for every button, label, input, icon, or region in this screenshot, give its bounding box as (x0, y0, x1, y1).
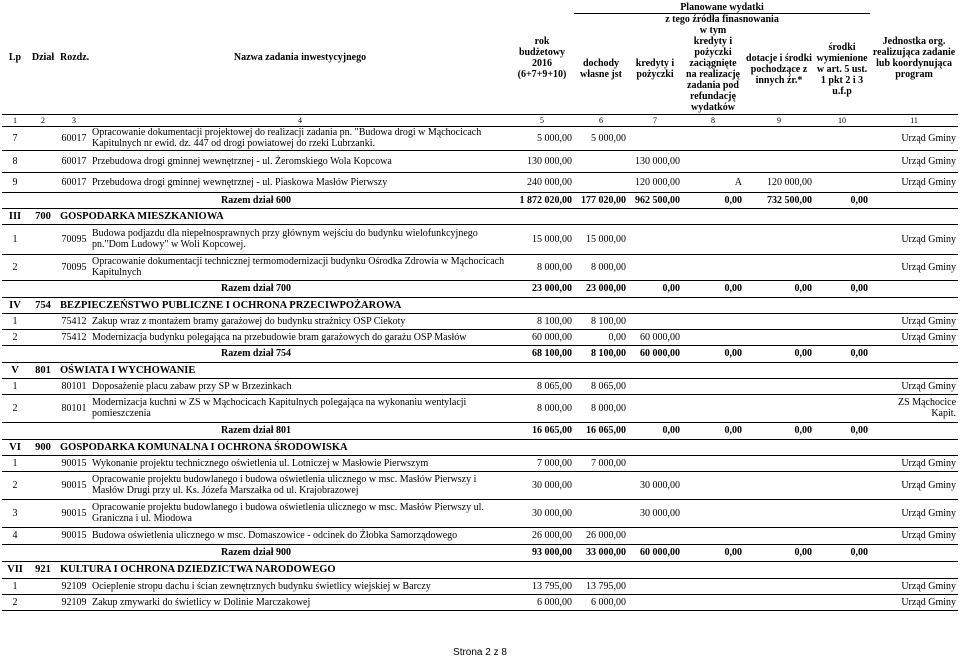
row-kredyty (628, 126, 682, 150)
row-nazwa: Wykonanie projektu technicznego oświetlenia ul. Lotniczej w Masłowie Pierwszym (92, 457, 429, 469)
summary-row (2, 345, 958, 362)
row-jednostka: Urząd Gminy (901, 580, 957, 592)
row-rozdz: 80101 (61, 380, 87, 392)
row-rozdz: 70095 (61, 233, 87, 245)
row-dzial (28, 499, 58, 527)
row-rozdz: 75412 (61, 331, 87, 343)
row-rok: 8 000,00 (537, 261, 572, 273)
header-dzial: Dział (31, 52, 55, 64)
summary-srodki: 0,00 (850, 283, 869, 294)
row-dzial (28, 313, 58, 329)
row-dotacje (744, 150, 814, 172)
column-number-row (2, 114, 958, 126)
summary-kredyty: 60 000,00 (640, 547, 680, 558)
row-nazwa: Opracowanie dokumentacji projektowej do realizacji zadania pn. "Budowa drogi w Mąchocicach Kapitulnych nr ewid. dz. 447 od drogi powiatowej do rzeki Lubrzanki. (92, 127, 482, 149)
row-dotacje (744, 527, 814, 544)
summary-kredyty-zac: 0,00 (724, 547, 742, 558)
row-kredyty (628, 378, 682, 394)
row-kredyty-zac (682, 126, 744, 150)
summary-rok: 1 872 020,00 (519, 194, 572, 206)
page-footer: Strona 2 z 8 (453, 647, 507, 658)
row-lp: 1 (12, 457, 18, 469)
row-kredyty (628, 394, 682, 422)
header-rozdz: Rozdz. (60, 52, 90, 64)
header-w-tym: w tym (699, 25, 727, 36)
row-lp: 2 (12, 596, 18, 608)
row-srodki (814, 578, 870, 594)
row-rozdz: 90015 (61, 479, 87, 491)
row-rozdz: 60017 (61, 155, 87, 167)
row-kredyty-zac (682, 455, 744, 471)
summary-dochody: 8 100,00 (591, 348, 626, 359)
table-row (2, 499, 958, 527)
header-jednostka: Jednostka org. realizująca zadanie lub koordynująca program (872, 35, 956, 80)
header-nazwa: Nazwa zadania inwestycyjnego (233, 52, 367, 64)
row-dzial (28, 455, 58, 471)
summary-dotacje: 0,00 (794, 348, 812, 359)
column-number: 9 (777, 115, 781, 125)
table-row (2, 254, 958, 280)
summary-kredyty-zac: 0,00 (724, 425, 742, 436)
row-srodki (814, 224, 870, 254)
row-dotacje (744, 378, 814, 394)
row-rok: 8 100,00 (537, 315, 572, 327)
row-dochody: 8 000,00 (591, 402, 626, 414)
row-dochody: 7 000,00 (591, 457, 626, 469)
row-jednostka: Urząd Gminy (901, 479, 957, 491)
row-srodki (814, 150, 870, 172)
row-lp: 2 (12, 479, 18, 491)
row-kredyty-zac (682, 471, 744, 499)
row-kredyty-zac (682, 527, 744, 544)
summary-kredyty: 0,00 (662, 283, 680, 294)
row-rozdz: 60017 (61, 132, 87, 144)
header-z-tego: z tego źródła finasnowania (665, 14, 779, 25)
header-dotacje: dotacje i środki pochodzące z innych źr.* (746, 52, 812, 86)
row-nazwa: Zakup zmywarki do świetlicy w Dolinie Marczakowej (92, 596, 311, 608)
row-dotacje (744, 126, 814, 150)
row-dotacje (744, 594, 814, 610)
row-jednostka: Urząd Gminy (901, 331, 957, 343)
table-row (2, 378, 958, 394)
row-srodki (814, 172, 870, 192)
section-lp: VII (7, 564, 23, 575)
column-number: 11 (910, 115, 918, 125)
row-lp: 1 (12, 233, 18, 245)
section-title: OŚWIATA I WYCHOWANIE (60, 364, 196, 376)
table-row (2, 313, 958, 329)
row-srodki (814, 499, 870, 527)
column-number: 7 (653, 115, 657, 125)
row-srodki (814, 378, 870, 394)
header-srodki: środki wymienione w art. 5 ust. 1 pkt 2 i 3 u.f.p (816, 41, 868, 97)
column-number: 2 (41, 115, 45, 125)
row-nazwa: Doposażenie placu zabaw przy SP w Brzezinkach (92, 380, 292, 392)
table-row (2, 394, 958, 422)
row-srodki (814, 254, 870, 280)
investment-table (2, 2, 958, 611)
summary-label: Razem dział 754 (221, 348, 291, 359)
row-nazwa: Budowa podjazdu dla niepełnosprawnych przy głównym wejściu do budynku wielofunkcyjnego pn."Dom Ludowy" w Woli Kopcowej. (92, 228, 478, 250)
row-jednostka: Urząd Gminy (901, 176, 957, 188)
row-jednostka: Urząd Gminy (901, 380, 957, 392)
table-row (2, 224, 958, 254)
row-dotacje (744, 578, 814, 594)
row-rok: 15 000,00 (532, 233, 572, 245)
header-rok: rok budżetowy 2016 (6+7+9+10) (517, 35, 567, 80)
row-rozdz: 70095 (61, 261, 87, 273)
row-dzial (28, 224, 58, 254)
row-rok: 8 065,00 (537, 380, 572, 392)
row-dotacje (744, 224, 814, 254)
section-lp: III (8, 210, 22, 222)
summary-rok: 16 065,00 (532, 425, 572, 436)
row-dotacje (744, 254, 814, 280)
row-dochody (574, 172, 628, 192)
row-rozdz: 90015 (61, 507, 87, 519)
row-kredyty-zac (682, 378, 744, 394)
section-row (2, 208, 958, 224)
row-lp: 8 (12, 155, 18, 167)
row-rok: 130 000,00 (527, 155, 572, 167)
row-jednostka: Urząd Gminy (901, 155, 957, 167)
row-lp: 2 (12, 261, 18, 273)
header-dochody: dochody własne jst (580, 58, 622, 81)
row-kredyty-zac (682, 224, 744, 254)
summary-dochody: 177 020,00 (581, 194, 626, 206)
row-srodki (814, 455, 870, 471)
row-jednostka: Urząd Gminy (901, 315, 957, 327)
summary-rok: 23 000,00 (532, 283, 572, 294)
row-dochody: 26 000,00 (586, 530, 626, 541)
section-title: GOSPODARKA MIESZKANIOWA (60, 210, 224, 222)
row-rozdz: 90015 (61, 530, 87, 541)
row-nazwa: Przebudowa drogi gminnej wewnętrznej - ul. Piaskowa Masłów Pierwszy (92, 176, 388, 188)
row-dzial (28, 378, 58, 394)
section-row (2, 439, 958, 455)
row-kredyty (628, 254, 682, 280)
row-jednostka: Urząd Gminy (901, 233, 957, 245)
section-row (2, 362, 958, 378)
header-kredyty: kredyty i pożyczki (635, 58, 675, 81)
row-lp: 2 (12, 402, 18, 414)
row-kredyty: 130 000,00 (635, 155, 680, 167)
row-jednostka: ZS Mąchocice Kapit. (898, 397, 957, 419)
summary-row (2, 280, 958, 297)
summary-jednostka (870, 192, 958, 208)
summary-row (2, 422, 958, 439)
row-dotacje (744, 329, 814, 345)
row-kredyty-zac: A (734, 176, 742, 188)
summary-label: Razem dział 700 (221, 283, 291, 294)
row-kredyty-zac (682, 254, 744, 280)
section-dzial: 754 (35, 299, 51, 311)
summary-jednostka (870, 544, 958, 561)
row-jednostka: Urząd Gminy (901, 261, 957, 273)
section-lp: VI (9, 441, 21, 453)
row-rok: 240 000,00 (527, 176, 572, 188)
row-dzial (28, 254, 58, 280)
table-row (2, 578, 958, 594)
row-rozdz: 92109 (61, 580, 87, 592)
row-dochody: 8 065,00 (591, 380, 626, 392)
section-title: KULTURA I OCHRONA DZIEDZICTWA NARODOWEGO (60, 564, 336, 575)
row-kredyty (628, 313, 682, 329)
row-dzial (28, 578, 58, 594)
row-dzial (28, 150, 58, 172)
summary-label: Razem dział 801 (221, 425, 291, 436)
row-kredyty (628, 527, 682, 544)
row-dzial (28, 172, 58, 192)
row-nazwa: Opracowanie projektu budowlanego i budowa oświetlenia ulicznego w msc. Masłów Pierwszy i Masłów Drugi przy ul. Ks. Józefa Marszałka od ul. Krajobrazowej (92, 474, 477, 496)
row-dochody (574, 471, 628, 499)
section-lp: V (11, 364, 19, 376)
row-dochody: 0,00 (608, 331, 626, 343)
row-rok: 7 000,00 (537, 457, 572, 469)
row-kredyty: 30 000,00 (640, 479, 680, 491)
row-rozdz: 92109 (61, 596, 87, 608)
row-rok: 30 000,00 (532, 479, 572, 491)
row-dzial (28, 126, 58, 150)
row-kredyty-zac (682, 594, 744, 610)
section-row (2, 561, 958, 578)
summary-dochody: 33 000,00 (586, 547, 626, 558)
summary-kredyty-zac: 0,00 (724, 283, 742, 294)
row-srodki (814, 329, 870, 345)
column-number: 5 (540, 115, 544, 125)
row-kredyty: 120 000,00 (635, 176, 680, 188)
row-dzial (28, 471, 58, 499)
row-dotacje (744, 499, 814, 527)
row-jednostka: Urząd Gminy (901, 457, 957, 469)
column-number: 6 (599, 115, 603, 125)
row-dotacje (744, 455, 814, 471)
row-kredyty-zac (682, 578, 744, 594)
column-number: 3 (72, 115, 76, 125)
row-rok: 8 000,00 (537, 402, 572, 414)
summary-kredyty-zac: 0,00 (724, 348, 742, 359)
row-dochody: 8 100,00 (591, 315, 626, 327)
row-lp: 7 (12, 132, 18, 144)
section-dzial: 900 (35, 441, 51, 453)
row-kredyty-zac (682, 150, 744, 172)
row-nazwa: Zakup wraz z montażem bramy garażowej do budynku strażnicy OSP Ciekoty (92, 315, 406, 327)
table-row (2, 172, 958, 192)
row-dotacje (744, 471, 814, 499)
summary-dotacje: 0,00 (794, 425, 812, 436)
section-row (2, 297, 958, 313)
table-row (2, 455, 958, 471)
row-kredyty: 60 000,00 (640, 331, 680, 343)
row-dochody: 15 000,00 (586, 233, 626, 245)
row-srodki (814, 471, 870, 499)
row-kredyty (628, 224, 682, 254)
row-rozdz: 90015 (61, 457, 87, 469)
row-dzial (28, 527, 58, 544)
row-jednostka: Urząd Gminy (901, 530, 957, 541)
row-rozdz: 60017 (61, 176, 87, 188)
row-kredyty (628, 455, 682, 471)
row-jednostka: Urząd Gminy (901, 507, 957, 519)
row-dochody: 5 000,00 (591, 132, 626, 144)
section-lp: IV (9, 299, 21, 311)
row-rozdz: 80101 (61, 402, 87, 414)
row-nazwa: Budowa oświetlenia ulicznego w msc. Domaszowice - odcinek do Żłobka Samorządowego (92, 530, 458, 541)
column-number: 10 (838, 115, 847, 125)
row-dochody (574, 150, 628, 172)
row-srodki (814, 394, 870, 422)
row-rok: 6 000,00 (537, 596, 572, 608)
summary-jednostka (870, 345, 958, 362)
table-row (2, 329, 958, 345)
row-lp: 4 (12, 530, 18, 541)
summary-rok: 68 100,00 (532, 348, 572, 359)
row-lp: 2 (12, 331, 18, 343)
row-lp: 1 (12, 580, 18, 592)
summary-srodki: 0,00 (850, 425, 869, 436)
row-lp: 1 (12, 315, 18, 327)
summary-row (2, 544, 958, 561)
row-dochody: 13 795,00 (586, 580, 626, 592)
row-dotacje (744, 313, 814, 329)
section-dzial: 700 (35, 210, 51, 222)
row-dochody: 8 000,00 (591, 261, 626, 273)
row-nazwa: Modernizacja budynku polegająca na przebudowie bram garażowych do garażu OSP Masłów (92, 331, 467, 343)
summary-rok: 93 000,00 (532, 547, 572, 558)
row-jednostka: Urząd Gminy (901, 132, 957, 144)
row-rok: 26 000,00 (532, 530, 572, 541)
row-rok: 30 000,00 (532, 507, 572, 519)
row-dzial (28, 594, 58, 610)
summary-dochody: 23 000,00 (586, 283, 626, 294)
row-rok: 60 000,00 (532, 331, 572, 343)
table-row (2, 527, 958, 544)
row-rozdz: 75412 (61, 315, 87, 327)
row-kredyty-zac (682, 499, 744, 527)
row-lp: 3 (12, 507, 18, 519)
table-row (2, 126, 958, 150)
row-dotacje (744, 394, 814, 422)
row-jednostka: Urząd Gminy (901, 596, 957, 608)
summary-srodki: 0,00 (850, 348, 869, 359)
row-kredyty (628, 594, 682, 610)
summary-label: Razem dział 900 (221, 547, 291, 558)
row-rok: 13 795,00 (532, 580, 572, 592)
row-lp: 9 (12, 176, 18, 188)
row-kredyty-zac (682, 394, 744, 422)
row-srodki (814, 313, 870, 329)
summary-srodki: 0,00 (850, 194, 869, 206)
section-title: GOSPODARKA KOMUNALNA I OCHRONA ŚRODOWISKA (60, 441, 348, 453)
summary-srodki: 0,00 (850, 547, 869, 558)
table-row (2, 594, 958, 610)
row-lp: 1 (12, 380, 18, 392)
summary-dochody: 16 065,00 (586, 425, 626, 436)
row-dzial (28, 394, 58, 422)
summary-label: Razem dział 600 (221, 194, 291, 206)
row-srodki (814, 527, 870, 544)
table-row (2, 150, 958, 172)
row-kredyty-zac (682, 329, 744, 345)
row-srodki (814, 594, 870, 610)
row-kredyty (628, 578, 682, 594)
summary-jednostka (870, 422, 958, 439)
header-kredyty-zac: kredyty i pożyczki zaciągnięte na realizację zadania pod refundację wydatków (686, 36, 740, 113)
summary-kredyty: 60 000,00 (640, 348, 680, 359)
row-dochody (574, 499, 628, 527)
section-title: BEZPIECZEŃSTWO PUBLICZNE I OCHRONA PRZECIWPOŻAROWA (60, 299, 402, 311)
table-row (2, 471, 958, 499)
row-dochody: 6 000,00 (591, 596, 626, 608)
summary-dotacje: 0,00 (794, 283, 812, 294)
summary-kredyty: 962 500,00 (635, 194, 680, 206)
column-number: 4 (298, 115, 302, 125)
row-kredyty: 30 000,00 (640, 507, 680, 519)
column-number: 1 (13, 115, 17, 125)
summary-dotacje: 732 500,00 (767, 194, 812, 206)
column-number: 8 (711, 115, 715, 125)
row-nazwa: Opracowanie projektu budowlanego i budowa oświetlenia ulicznego w msc. Masłów Pierwszy ul. Graniczna i ul. Miodowa (92, 502, 484, 524)
summary-jednostka (870, 280, 958, 297)
section-dzial: 921 (35, 564, 51, 575)
header-lp: Lp (8, 52, 22, 64)
row-nazwa: Przebudowa drogi gminnej wewnętrznej - ul. Żeromskiego Wola Kopcowa (92, 155, 392, 167)
row-dotacje: 120 000,00 (767, 176, 812, 188)
row-kredyty-zac (682, 313, 744, 329)
row-nazwa: Ocieplenie stropu dachu i ścian zewnętrznych budynku świetlicy wiejskiej w Barczy (92, 580, 431, 592)
header-planowane: Planowane wydatki (574, 2, 870, 14)
row-nazwa: Modernizacja kuchni w ZS w Mąchocicach Kapitulnych polegająca na wykonaniu wentylacji pomieszczenia (92, 397, 467, 419)
summary-dotacje: 0,00 (794, 547, 812, 558)
summary-kredyty-zac: 0,00 (724, 194, 742, 206)
row-srodki (814, 126, 870, 150)
summary-kredyty: 0,00 (662, 425, 680, 436)
row-rok: 5 000,00 (537, 132, 572, 144)
summary-row (2, 192, 958, 208)
row-nazwa: Opracowanie dokumentacji technicznej termomodernizacji budynku Ośrodka Zdrowia w Mąchocicach Kapitulnych (92, 256, 505, 278)
row-dzial (28, 329, 58, 345)
section-dzial: 801 (35, 364, 51, 376)
